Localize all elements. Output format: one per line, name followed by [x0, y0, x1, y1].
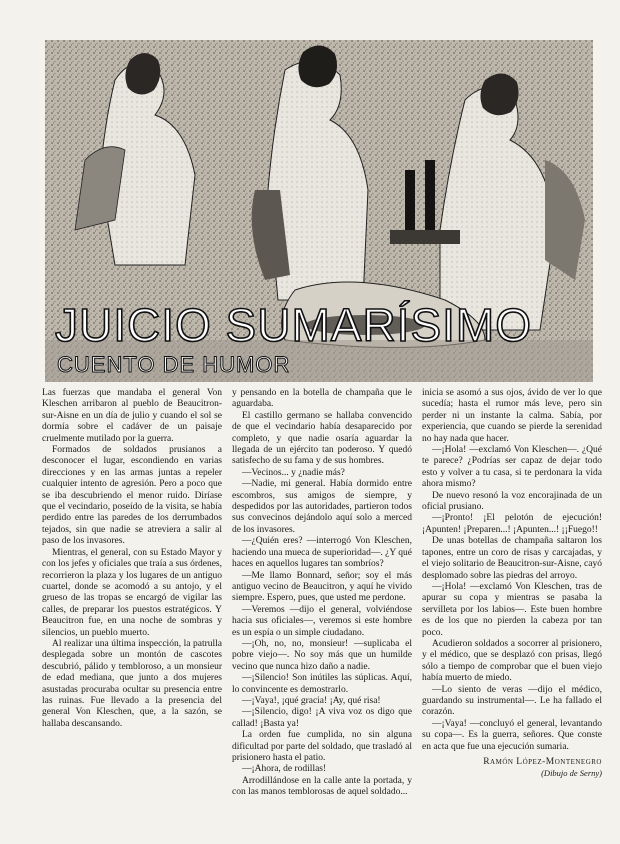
column-3 [422, 388, 602, 834]
paragraph: y pensando en la botella de champaña que le aguardaba. [232, 388, 412, 410]
paragraph: De unas botellas de champaña saltaron los tapones, entre un coro de risas y carcajadas, y el viejo solitario de Beaucitron-sur-Aisne, cayó desplomado sobre las piedras del arroyo. [422, 536, 602, 581]
paragraph: Arrodillándose en la calle ante la portada, y con las manos temblorosas de aquel soldado... [232, 775, 412, 798]
illustration [45, 40, 593, 382]
paragraph: —Nadie, mi general. Había dormido entre escombros, sus amigos de siempre, y despedidos por las autoridades, partieron todos sus convecinos dejándolo aquí solo a merced de los invasores. [232, 479, 412, 535]
paragraph: —¡Silencio, digo! ¡A viva voz os digo que callad! ¡Basta ya! [232, 707, 412, 729]
paragraph: Al realizar una última inspección, la patrulla desplegada sobre un montón de cascotes descubrió, pálido y tembloroso, a un monsieur de edad mediana, que junto a dos mujeres asustadas procuraba ocultar su presencia entre las ruinas. Fue llevado a la presencia del general Von Kleschen, que, a la sazón, se hallaba descansando. [42, 638, 222, 729]
paragraph: —¡Ahora, de rodillas! [242, 764, 327, 775]
paragraph: —Vecinos... y ¿nadie más? [242, 467, 345, 478]
paragraph: Mientras, el general, con su Estado Mayor y con los jefes y oficiales que traía a sus órdenes, recorrieron la plaza y los lugares de un antiguo cuartel, donde se acomodó a su antojo, y el grueso de las tropas se encargó de vigilar las calles, de preparar los puestos estratégicos. Y Beaucitron fue, en una noche de sombras y silencios, un pueblo muerto. [42, 547, 222, 638]
paragraph: La orden fue cumplida, no sin alguna dificultad por parte del soldado, que trasladó al prisionero hasta el patio. [232, 730, 412, 763]
author-signature: Ramón López-Montenegro [483, 757, 602, 767]
paragraph: Las fuerzas que mandaba el general Von Kleschen arribaron al pueblo de Beaucitron-sur-Aisne en un día de julio y cuando el sol se dormía sobre el cadáver de un paisaje cruelmente mutilado por la guerra. [42, 388, 222, 444]
paragraph: —¿Quién eres? —interrogó Von Kleschen, haciendo una mueca de superioridad—. ¿Y qué haces en aquellos lugares tan sombríos? [232, 536, 412, 570]
paragraph: —Veremos —dijo el general, volviéndose hacia sus oficiales—, veremos si este hombre es un espía o un simple ciudadano. [232, 604, 412, 638]
paragraph: —¡Hola! —exclamó Von Kleschen, tras de apurar su copa y mientras se pasaba la servilleta por los labios—. Este buen hombre es de los que no pierden la cabeza por tan poco. [422, 581, 602, 638]
paragraph: —¡Hola! —exclamó Von Kleschen—. ¿Qué te parece? ¿Podrías ser capaz de dejar todo esto y volver a tu casa, si te perdonara la vida ahora mismo? [422, 445, 602, 490]
paragraph: —¡Silencio! Son inútiles las súplicas. Aquí, lo convincente es demostrarlo. [232, 673, 412, 695]
paragraph: —¡Vaya!, ¡qué gracia! ¡Ay, qué risa! [242, 695, 381, 706]
paragraph: —¡Vaya! —concluyó el general, levantando su copa—. Es la guerra, señores. Que conste en acta que fue una ejecución sumaria. [422, 718, 602, 752]
illustrator-credit: (Dibujo de Serny) [541, 768, 602, 779]
column-1 [42, 388, 222, 834]
paragraph: Acudieron soldados a socorrer al prisionero, y el médico, que se desplazó con prisas, llegó sólo a tiempo de comprobar que el buen viejo había muerto de miedo. [422, 638, 602, 684]
paragraph: El castillo germano se hallaba convencido de que el vecindario había desaparecido por completo, y que nadie osaría aguardar la llegada de un ejército tan poderoso. Y quedó satisfecho de su fama y de sus hombres. [232, 410, 412, 467]
paragraph: —¡Pronto! ¡El pelotón de ejecución! ¡Apunten! ¡Preparen...! ¡Apunten...! ¡¡Fuego!! [422, 513, 602, 535]
paragraph: inicia se asomó a sus ojos, ávido de ver lo que sucedía; hasta el rumor más leve, pero sin perder ni un instante la calma. Sabía, por experiencia, que cuando se pierde la serenidad no hay nada que hacer. [422, 388, 602, 444]
paragraph: —¡Oh, no, no, monsieur! —suplicaba el pobre viejo—. No soy más que un humilde vecino que nunca hizo daño a nadie. [232, 638, 412, 672]
article-subtitle: CUENTO DE HUMOR [57, 352, 291, 377]
paragraph: Formados de soldados prusianos a desconocer el lugar, escondiendo en varias direcciones y en las armas juntas a repeler cualquier intento de agresión. Pero a poco que se iba descubriendo el menor ruido. Diríase que el vecindario, poseído de la visita, se había perdido entre las paredes de los derrumbados tejados, sin que nadie se atreviera a salir al paso de los invasores. [42, 445, 222, 547]
paragraph: De nuevo resonó la voz encorajinada de un oficial prusiano. [422, 490, 602, 513]
article-body [42, 388, 602, 834]
paragraph: —Lo siento de veras —dijo el médico, guardando su instrumental—. Le ha fallado el corazón. [422, 684, 602, 718]
column-2 [232, 388, 412, 834]
paragraph: —Me llamo Bonnard, señor; soy el más antiguo vecino de Beaucitron, y aquí he vivido siempre. Espero, pues, que usted me perdone. [232, 570, 412, 604]
article-title: JUICIO SUMARÍSIMO [55, 299, 533, 351]
